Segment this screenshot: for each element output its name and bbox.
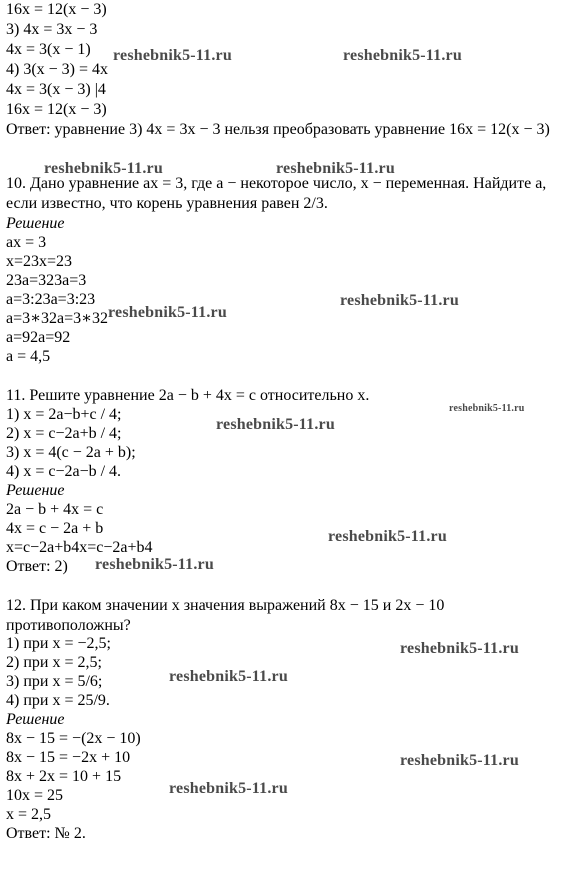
problem-10-statement: 10. Дано уравнение ax = 3, где a − некоторое число, x − переменная. Найдите a, если известно, что корень уравнения равен 2/3. — [6, 175, 547, 212]
watermark: reshebnik5-11.ru — [343, 47, 462, 64]
option-3: 3) 4x = 3x − 3 — [6, 21, 98, 38]
text-line: 4x = c − 2a + b — [6, 520, 104, 537]
answer-line: Ответ: № 2. — [6, 825, 86, 842]
watermark: reshebnik5-11.ru — [216, 416, 335, 433]
text-line: a = 4,5 — [6, 348, 51, 365]
option-4: 4) 3(x − 3) = 4x — [6, 61, 109, 78]
text-line: 8x − 15 = −2x + 10 — [6, 749, 131, 766]
watermark: reshebnik5-11.ru — [328, 528, 447, 545]
text-line: 10x = 25 — [6, 787, 64, 804]
watermark: reshebnik5-11.ru — [44, 160, 163, 177]
problem-12-statement: 12. При каком значении x значения выражений 8x − 15 и 2x − 10 противоположны? — [6, 597, 445, 634]
option-4: 4) при x = 25/9. — [6, 692, 110, 709]
text-line: ax = 3 — [6, 234, 47, 251]
option-3: 3) при x = 5/6; — [6, 673, 103, 690]
problem-11-statement: 11. Решите уравнение 2a − b + 4x = c относительно x. — [6, 387, 370, 404]
watermark: reshebnik5-11.ru — [276, 160, 395, 177]
watermark: reshebnik5-11.ru — [169, 780, 288, 797]
text-line: a=3∗32a=3∗32 — [6, 310, 108, 327]
option-1: 1) x = 2a−b+c / 4; — [6, 406, 122, 423]
option-3: 3) x = 4(c − 2a + b); — [6, 444, 136, 461]
option-1: 1) при x = −2,5; — [6, 635, 111, 652]
watermark: reshebnik5-11.ru — [169, 668, 288, 685]
text-line: a=92a=92 — [6, 329, 71, 346]
watermark: reshebnik5-11.ru — [449, 403, 525, 414]
watermark: reshebnik5-11.ru — [400, 752, 519, 769]
text-line: 16x = 12(x − 3) — [6, 1, 107, 18]
watermark: reshebnik5-11.ru — [95, 556, 214, 573]
text-line: 8x + 2x = 10 + 15 — [6, 768, 122, 785]
text-line: 2a − b + 4x = c — [6, 501, 104, 518]
answer-line: Ответ: уравнение 3) 4x = 3x − 3 нельзя преобразовать уравнение 16x = 12(x − 3) — [6, 121, 550, 138]
option-2: 2) x = c−2a+b / 4; — [6, 425, 122, 442]
option-2: 2) при x = 2,5; — [6, 654, 102, 671]
solution-heading: Решение — [6, 711, 65, 728]
watermark: reshebnik5-11.ru — [340, 292, 459, 309]
text-line: 4x = 3(x − 1) — [6, 41, 91, 58]
text-line: 16x = 12(x − 3) — [6, 101, 107, 118]
solution-heading: Решение — [6, 482, 65, 499]
watermark: reshebnik5-11.ru — [400, 640, 519, 657]
text-line: 4x = 3(x − 3) |4 — [6, 81, 106, 98]
text-line: x = 2,5 — [6, 806, 52, 823]
text-line: 8x − 15 = −(2x − 10) — [6, 730, 141, 747]
text-line: x=23x=23 — [6, 253, 73, 270]
text-line: a=3:23a=3:23 — [6, 291, 96, 308]
watermark: reshebnik5-11.ru — [113, 47, 232, 64]
text-line: 23a=323a=3 — [6, 272, 87, 289]
watermark: reshebnik5-11.ru — [108, 304, 227, 321]
text-line: x=c−2a+b4x=c−2a+b4 — [6, 539, 153, 556]
option-4: 4) x = c−2a−b / 4. — [6, 463, 122, 480]
solution-heading: Решение — [6, 215, 65, 232]
answer-line: Ответ: 2) — [6, 558, 68, 575]
